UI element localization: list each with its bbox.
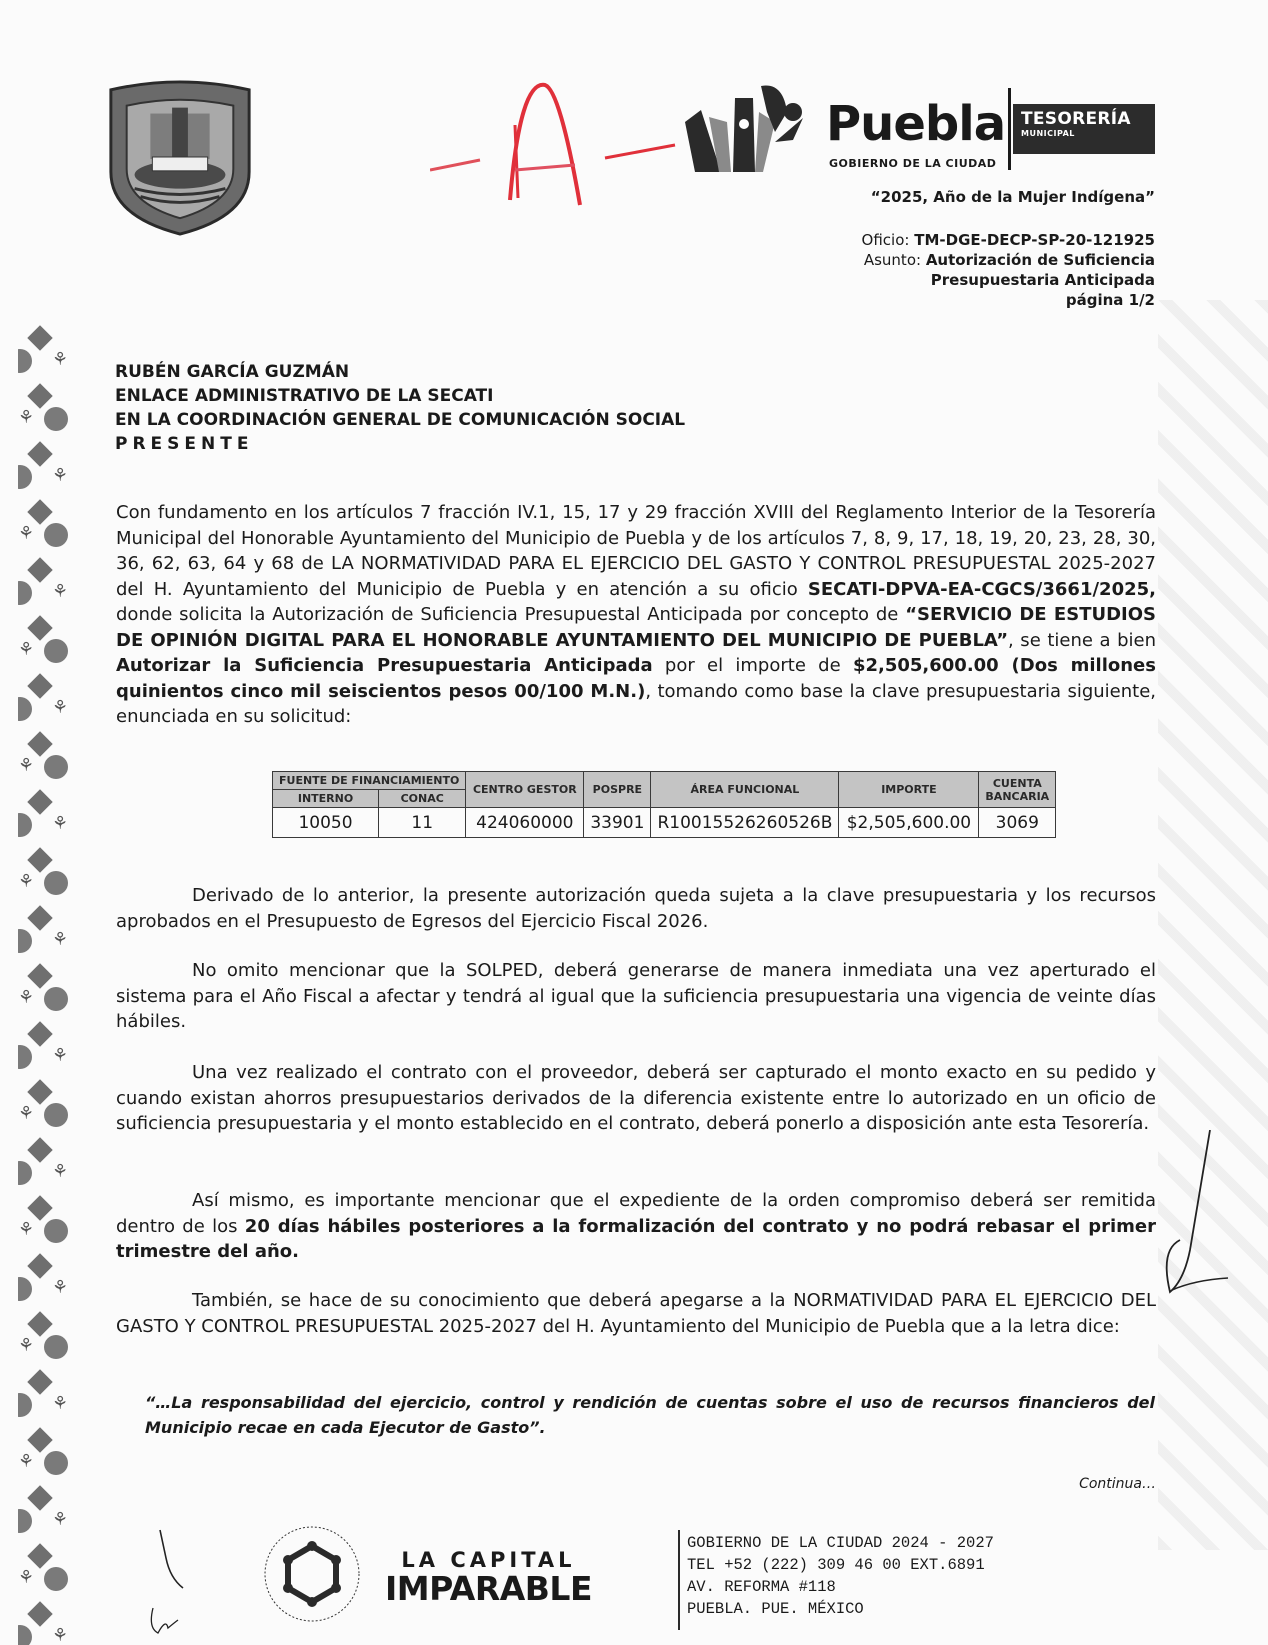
- flower-motif-icon: [18, 1277, 32, 1301]
- year-motto: “2025, Año de la Mujer Indígena”: [870, 188, 1155, 206]
- sprig-motif-icon: ⚘: [52, 465, 69, 486]
- red-annotation-mark: [430, 80, 680, 210]
- footer-divider: [678, 1530, 680, 1630]
- logo-divider: [1008, 88, 1011, 170]
- flower-motif-icon: [18, 349, 32, 373]
- diamond-motif-icon: [27, 847, 52, 872]
- border-motif: [18, 1369, 80, 1427]
- equality-certification-seal-icon: [262, 1524, 362, 1624]
- la-capital-imparable-logo: [385, 1548, 592, 1606]
- sprig-motif-icon: ⚘: [52, 1393, 69, 1414]
- bleed-through-pattern: [1158, 300, 1268, 1550]
- sprig-motif-icon: ⚘: [18, 407, 35, 428]
- text-segment: , se tiene a bien: [1008, 629, 1156, 651]
- flower-motif-icon: [44, 755, 68, 779]
- flower-motif-icon: [18, 581, 32, 605]
- diamond-motif-icon: [27, 383, 52, 408]
- diamond-motif-icon: [27, 905, 52, 930]
- logo-subtitle: GOBIERNO DE LA CIUDAD: [829, 157, 997, 170]
- handwritten-initials: [148, 1528, 208, 1638]
- cell-cuenta-bancaria: 3069: [979, 808, 1056, 838]
- diamond-motif-icon: [27, 731, 52, 756]
- sprig-motif-icon: ⚘: [18, 987, 35, 1008]
- paragraph-legal-basis: [116, 500, 1156, 730]
- sprig-motif-icon: ⚘: [18, 1567, 35, 1588]
- border-motif: [18, 789, 80, 847]
- border-motif: [18, 847, 80, 905]
- cell-pospre: 33901: [584, 808, 651, 838]
- header-cuenta-bancaria: CUENTA BANCARIA: [979, 772, 1056, 808]
- border-motif: [18, 1021, 80, 1079]
- border-motif: [18, 1311, 80, 1369]
- sprig-motif-icon: ⚘: [18, 639, 35, 660]
- diamond-motif-icon: [27, 1369, 52, 1394]
- diamond-motif-icon: [27, 1079, 52, 1104]
- text-segment: donde solicita la Autorización de Suficiencia Presupuestal Anticipada por concepto de: [116, 604, 906, 625]
- oficio-line: [862, 230, 1155, 250]
- text-segment: También, se hace de su conocimiento que deberá apegarse a la NORMATIVIDAD PARA EL EJERCICIO DEL GASTO Y CONTROL PRESUPUESTAL 2025-2027 del H. Ayuntamiento del Municipio de Puebla que a la letra dice:: [116, 1290, 1156, 1337]
- diamond-motif-icon: [27, 789, 52, 814]
- text-segment: , tomando como base la clave presupuestaria siguiente, enunciada en su solicitud:: [116, 680, 1157, 727]
- border-motif: [18, 325, 80, 383]
- puebla-wordmark: Puebla: [826, 96, 1006, 152]
- recipient-position-1: ENLACE ADMINISTRATIVO DE LA SECATI: [115, 386, 494, 406]
- flower-motif-icon: [18, 1393, 32, 1417]
- sprig-motif-icon: ⚘: [52, 929, 69, 950]
- presente-label: PRESENTE: [115, 434, 254, 454]
- sprig-motif-icon: ⚘: [52, 581, 69, 602]
- text-segment: Con fundamento en los artículos 7 fracción IV.1, 15, 17 y 29 fracción XVIII del Reglamento Interior de la Tesorería Municipal del Honorable Ayuntamiento del Municipio de Puebla y de los artículos 7, 8, 9, 17, 18, 19, 20, 23, 28, 30, 36, 62, 63, 64 y 68 de LA NORMATIVIDAD PARA EL EJERCICIO DEL GASTO Y CONTROL PRESUPUESTAL 2025-2027 del H. Ayuntamiento del Municipio de Puebla y en atención a su oficio: [116, 502, 1156, 600]
- service-concept: “SERVICIO DE ESTUDIOS DE OPINIÓN DIGITAL PARA EL HONORABLE AYUNTAMIENTO DEL MUNICIPIO DE PUEBLA”: [116, 604, 1156, 651]
- diamond-motif-icon: [27, 615, 52, 640]
- continued-label: Continua…: [1079, 1476, 1156, 1492]
- request-reference: SECATI-DPVA-EA-CGCS/3661/2025,: [807, 578, 1156, 600]
- municipal-label: MUNICIPAL: [1021, 128, 1075, 138]
- diamond-motif-icon: [27, 1253, 52, 1278]
- paragraph-regulation: [116, 1288, 1156, 1339]
- puebla-emblem-icon: [683, 82, 818, 174]
- sprig-motif-icon: ⚘: [52, 1277, 69, 1298]
- reference-block: [862, 230, 1155, 310]
- sprig-motif-icon: ⚘: [52, 349, 69, 370]
- diamond-motif-icon: [27, 1485, 52, 1510]
- border-motif: [18, 1543, 80, 1601]
- budget-key-table: [272, 771, 1056, 838]
- asunto-line-1: Autorización de Suficiencia: [925, 251, 1155, 269]
- cell-conac: 11: [379, 808, 466, 838]
- diamond-motif-icon: [27, 1543, 52, 1568]
- border-motif: [18, 615, 80, 673]
- border-motif: [18, 1137, 80, 1195]
- diamond-motif-icon: [27, 1137, 52, 1162]
- flower-motif-icon: [44, 1103, 68, 1127]
- authorized-amount: $2,505,600.00 (Dos millones quinientos cinco mil seiscientos pesos 00/100 M.N.): [116, 655, 1156, 702]
- border-motif: [18, 673, 80, 731]
- flower-motif-icon: [44, 987, 68, 1011]
- border-motif: [18, 1253, 80, 1311]
- cell-importe: $2,505,600.00: [839, 808, 979, 838]
- address-line: PUEBLA. PUE. MÉXICO: [687, 1600, 864, 1618]
- sprig-motif-icon: ⚘: [52, 1045, 69, 1066]
- recipient-position-2: EN LA COORDINACIÓN GENERAL DE COMUNICACIÓN SOCIAL: [115, 410, 686, 430]
- decorative-left-border: [18, 325, 80, 1645]
- authorization-statement: Autorizar la Suficiencia Presupuestaria Anticipada: [116, 655, 653, 676]
- cell-area-funcional: R10015526260526B: [651, 808, 839, 838]
- flower-motif-icon: [44, 407, 68, 431]
- paragraph-conditions: [116, 883, 1156, 934]
- border-motif: [18, 441, 80, 499]
- page-number: página 1/2: [1065, 291, 1155, 309]
- puebla-tesoreria-logo: [683, 82, 1155, 182]
- oficio-label: Oficio:: [861, 231, 910, 249]
- asunto-line: [862, 250, 1155, 270]
- handwritten-signature: [1150, 1130, 1230, 1300]
- border-motif: [18, 963, 80, 1021]
- tesoreria-label: TESORERÍA: [1021, 109, 1131, 129]
- text-segment: por el importe de: [652, 655, 853, 676]
- flower-motif-icon: [44, 523, 68, 547]
- flower-motif-icon: [44, 1567, 68, 1591]
- sprig-motif-icon: ⚘: [52, 1509, 69, 1530]
- city-coat-of-arms-icon: [101, 77, 259, 237]
- border-motif: [18, 1195, 80, 1253]
- header-conac: CONAC: [379, 790, 466, 808]
- border-motif: [18, 905, 80, 963]
- address-line: AV. REFORMA #118: [687, 1578, 836, 1596]
- diamond-motif-icon: [27, 557, 52, 582]
- table-row: [273, 808, 1056, 838]
- flower-motif-icon: [18, 1045, 32, 1069]
- sprig-motif-icon: ⚘: [18, 755, 35, 776]
- border-motif: [18, 383, 80, 441]
- header-pospre: POSPRE: [584, 772, 651, 808]
- text-segment: No omito mencionar que la SOLPED, deberá generarse de manera inmediata una vez aperturado el sistema para el Año Fiscal a afectar y tendrá al igual que la suficiencia presupuestaria una vigencia de veinte días hábiles.: [116, 960, 1156, 1032]
- sprig-motif-icon: ⚘: [52, 1161, 69, 1182]
- sprig-motif-icon: ⚘: [18, 871, 35, 892]
- diamond-motif-icon: [27, 673, 52, 698]
- diamond-motif-icon: [27, 499, 52, 524]
- flower-motif-icon: [44, 1451, 68, 1475]
- sprig-motif-icon: ⚘: [18, 1103, 35, 1124]
- address-line: TEL +52 (222) 309 46 00 EXT.6891: [687, 1556, 985, 1574]
- slogan-line-1: LA CAPITAL: [401, 1548, 576, 1572]
- flower-motif-icon: [44, 639, 68, 663]
- header-interno: INTERNO: [273, 790, 379, 808]
- sprig-motif-icon: ⚘: [18, 523, 35, 544]
- diamond-motif-icon: [27, 963, 52, 988]
- recipient-block: [115, 360, 685, 456]
- flower-motif-icon: [44, 871, 68, 895]
- border-motif: [18, 1601, 80, 1645]
- flower-motif-icon: [18, 929, 32, 953]
- cell-interno: 10050: [273, 808, 379, 838]
- sprig-motif-icon: ⚘: [18, 1335, 35, 1356]
- tesoreria-badge: [1013, 104, 1155, 154]
- diamond-motif-icon: [27, 1195, 52, 1220]
- header-importe: IMPORTE: [839, 772, 979, 808]
- flower-motif-icon: [18, 697, 32, 721]
- border-motif: [18, 731, 80, 789]
- recipient-name: RUBÉN GARCÍA GUZMÁN: [115, 362, 350, 382]
- paragraph-contract: [116, 1060, 1156, 1137]
- asunto-line-2: Presupuestaria Anticipada: [930, 271, 1155, 289]
- text-segment: Derivado de lo anterior, la presente autorización queda sujeta a la clave presupuestaria y los recursos aprobados en el Presupuesto de Egresos del Ejercicio Fiscal 2026.: [116, 885, 1156, 932]
- flower-motif-icon: [18, 813, 32, 837]
- diamond-motif-icon: [27, 1021, 52, 1046]
- sprig-motif-icon: ⚘: [18, 1219, 35, 1240]
- border-motif: [18, 1079, 80, 1137]
- border-motif: [18, 1485, 80, 1543]
- regulation-quote: “…La responsabilidad del ejercicio, control y rendición de cuentas sobre el uso de recursos financieros del Municipio recae en cada Ejecutor de Gasto”.: [145, 1393, 1155, 1437]
- diamond-motif-icon: [27, 1311, 52, 1336]
- sprig-motif-icon: ⚘: [52, 697, 69, 718]
- flower-motif-icon: [44, 1335, 68, 1359]
- paragraph-deadline: [116, 1188, 1156, 1265]
- flower-motif-icon: [18, 1509, 32, 1533]
- diamond-motif-icon: [27, 1601, 52, 1626]
- header-funding-source: FUENTE DE FINANCIAMIENTO: [273, 772, 466, 790]
- diamond-motif-icon: [27, 441, 52, 466]
- flower-motif-icon: [44, 1219, 68, 1243]
- border-motif: [18, 557, 80, 615]
- header-area-funcional: ÁREA FUNCIONAL: [651, 772, 839, 808]
- sprig-motif-icon: ⚘: [52, 813, 69, 834]
- deadline-statement: 20 días hábiles posteriores a la formalización del contrato y no podrá rebasar el primer trimestre del año.: [116, 1215, 1156, 1262]
- diamond-motif-icon: [27, 325, 52, 350]
- sprig-motif-icon: ⚘: [52, 1625, 69, 1645]
- cell-centro-gestor: 424060000: [466, 808, 584, 838]
- header-centro-gestor: CENTRO GESTOR: [466, 772, 584, 808]
- diamond-motif-icon: [27, 1427, 52, 1452]
- border-motif: [18, 499, 80, 557]
- sprig-motif-icon: ⚘: [18, 1451, 35, 1472]
- text-segment: Así mismo, es importante mencionar que el expediente de la orden compromiso deberá ser remitida dentro de los: [116, 1190, 1156, 1237]
- flower-motif-icon: [18, 1625, 32, 1645]
- address-line: GOBIERNO DE LA CIUDAD 2024 - 2027: [687, 1534, 994, 1552]
- oficio-number: TM-DGE-DECP-SP-20-121925: [914, 231, 1155, 249]
- asunto-label: Asunto:: [863, 251, 922, 269]
- flower-motif-icon: [18, 1161, 32, 1185]
- flower-motif-icon: [18, 465, 32, 489]
- slogan-line-2: IMPARABLE: [385, 1569, 592, 1608]
- text-segment: Una vez realizado el contrato con el proveedor, deberá ser capturado el monto exacto en su pedido y cuando existan ahorros presupuestarios derivados de la diferencia existente entre lo autorizado en un oficio de suficiencia presupuestaria y el monto establecido en el contrato, deberá ponerlo a disposición ante esta Tesorería.: [116, 1062, 1156, 1134]
- footer-address: [687, 1532, 994, 1620]
- paragraph-solped: [116, 958, 1156, 1035]
- border-motif: [18, 1427, 80, 1485]
